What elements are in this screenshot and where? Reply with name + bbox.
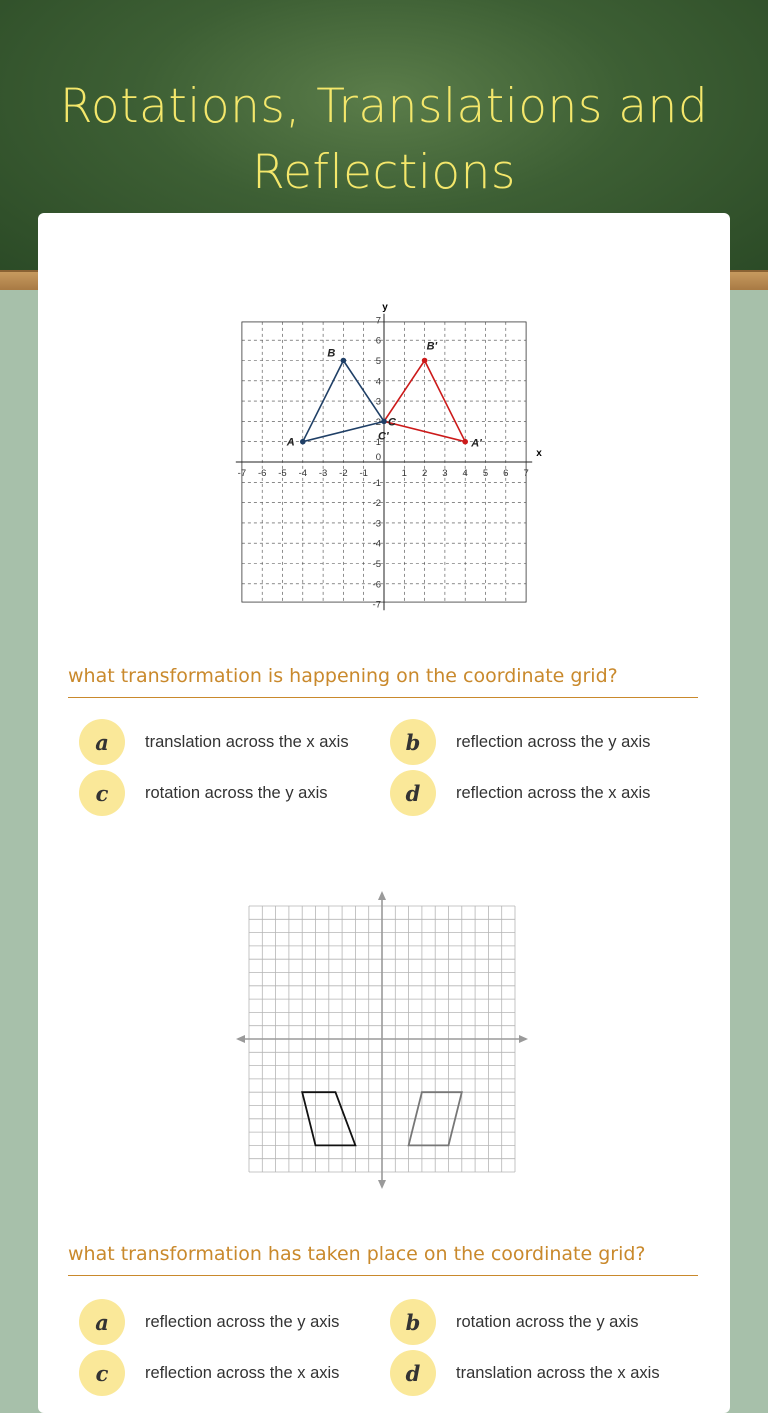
label-a-prime: A'	[471, 437, 482, 450]
vertex-original	[300, 439, 306, 445]
y-tick-label: 2	[375, 416, 381, 428]
label-b: B	[327, 347, 336, 360]
y-tick-label: -7	[372, 599, 381, 611]
x-arrow-right	[519, 1035, 528, 1043]
q2-option-b-letter: b	[390, 1299, 436, 1345]
y-tick-label: 6	[375, 335, 381, 347]
question-2: what transformation has taken place on the coordinate grid?	[68, 1243, 698, 1276]
x-tick-label: -5	[278, 468, 287, 479]
x-tick-label: -3	[318, 468, 328, 479]
y-tick-label: -1	[372, 477, 381, 489]
y-arrow-up	[378, 891, 386, 900]
y-tick-label: 7	[375, 315, 381, 327]
q1-option-c-letter: c	[79, 770, 125, 816]
q2-option-c-text: reflection across the x axis	[145, 1363, 340, 1382]
vertex-original	[341, 358, 347, 364]
x-tick-label: 3	[442, 468, 448, 479]
q1-option-a-letter: a	[79, 719, 125, 765]
q2-option-b-text: rotation across the y axis	[456, 1312, 639, 1331]
x-tick-label: -4	[298, 468, 308, 479]
q1-option-d-letter: d	[390, 770, 436, 816]
x-tick-label: 4	[462, 468, 468, 479]
y-tick-label: 4	[375, 376, 381, 388]
q1-option-a[interactable]	[79, 719, 349, 765]
x-tick-label: 6	[503, 468, 509, 479]
label-c: C	[388, 416, 396, 429]
q2-option-c[interactable]	[79, 1350, 339, 1396]
vertex-original	[381, 419, 387, 425]
y-arrow-down	[378, 1180, 386, 1189]
x-tick-label: -2	[339, 468, 348, 479]
coordinate-grid-parallelograms	[234, 890, 530, 1190]
y-tick-label: 3	[375, 396, 381, 408]
q2-option-d[interactable]	[390, 1350, 660, 1396]
y-tick-label: -5	[372, 559, 381, 570]
page-title: Rotations, Translations and Reflections	[59, 79, 709, 200]
q1-option-d[interactable]	[390, 770, 650, 816]
label-b-prime: B'	[426, 340, 438, 353]
x-tick-label: 1	[401, 468, 407, 479]
origin-label: 0	[375, 452, 381, 463]
x-tick-label: -6	[257, 468, 267, 479]
q1-option-a-text: translation across the x axis	[145, 732, 349, 751]
q1-option-c-text: rotation across the y axis	[145, 783, 328, 802]
vertex-image	[462, 439, 468, 445]
q2-option-a[interactable]	[79, 1299, 339, 1345]
q2-option-d-letter: d	[390, 1350, 436, 1396]
label-c-prime: C'	[378, 430, 389, 443]
coordinate-grid-triangles	[232, 298, 542, 611]
q1-option-b-letter: b	[390, 719, 436, 765]
y-tick-label: 1	[375, 437, 381, 449]
q1-option-d-text: reflection across the x axis	[456, 783, 651, 802]
x-tick-label: 2	[421, 468, 428, 479]
question-1: what transformation is happening on the coordinate grid?	[68, 665, 698, 698]
x-tick-label: -1	[359, 468, 368, 479]
y-tick-label: -4	[372, 538, 381, 550]
q2-option-a-text: reflection across the y axis	[145, 1312, 340, 1331]
q2-option-d-text: translation across the x axis	[456, 1363, 660, 1382]
q1-option-b[interactable]	[390, 719, 650, 765]
q2-option-a-letter: a	[79, 1299, 125, 1345]
q2-option-c-letter: c	[79, 1350, 125, 1396]
y-tick-label: -6	[372, 579, 381, 591]
y-tick-label: -2	[372, 498, 381, 510]
label-a: A	[286, 436, 295, 449]
vertex-image	[422, 358, 428, 364]
x-tick-label: -7	[237, 468, 247, 479]
x-tick-label: 5	[482, 468, 489, 479]
q2-option-b[interactable]	[390, 1299, 639, 1345]
x-tick-label: 7	[523, 468, 529, 479]
y-axis-label: y	[382, 302, 388, 313]
x-arrow-left	[236, 1035, 245, 1043]
x-axis-label: x	[536, 448, 542, 459]
y-tick-label: 5	[375, 356, 381, 367]
q1-option-c[interactable]	[79, 770, 328, 816]
q1-option-b-text: reflection across the y axis	[456, 732, 651, 751]
y-tick-label: -3	[372, 518, 381, 530]
